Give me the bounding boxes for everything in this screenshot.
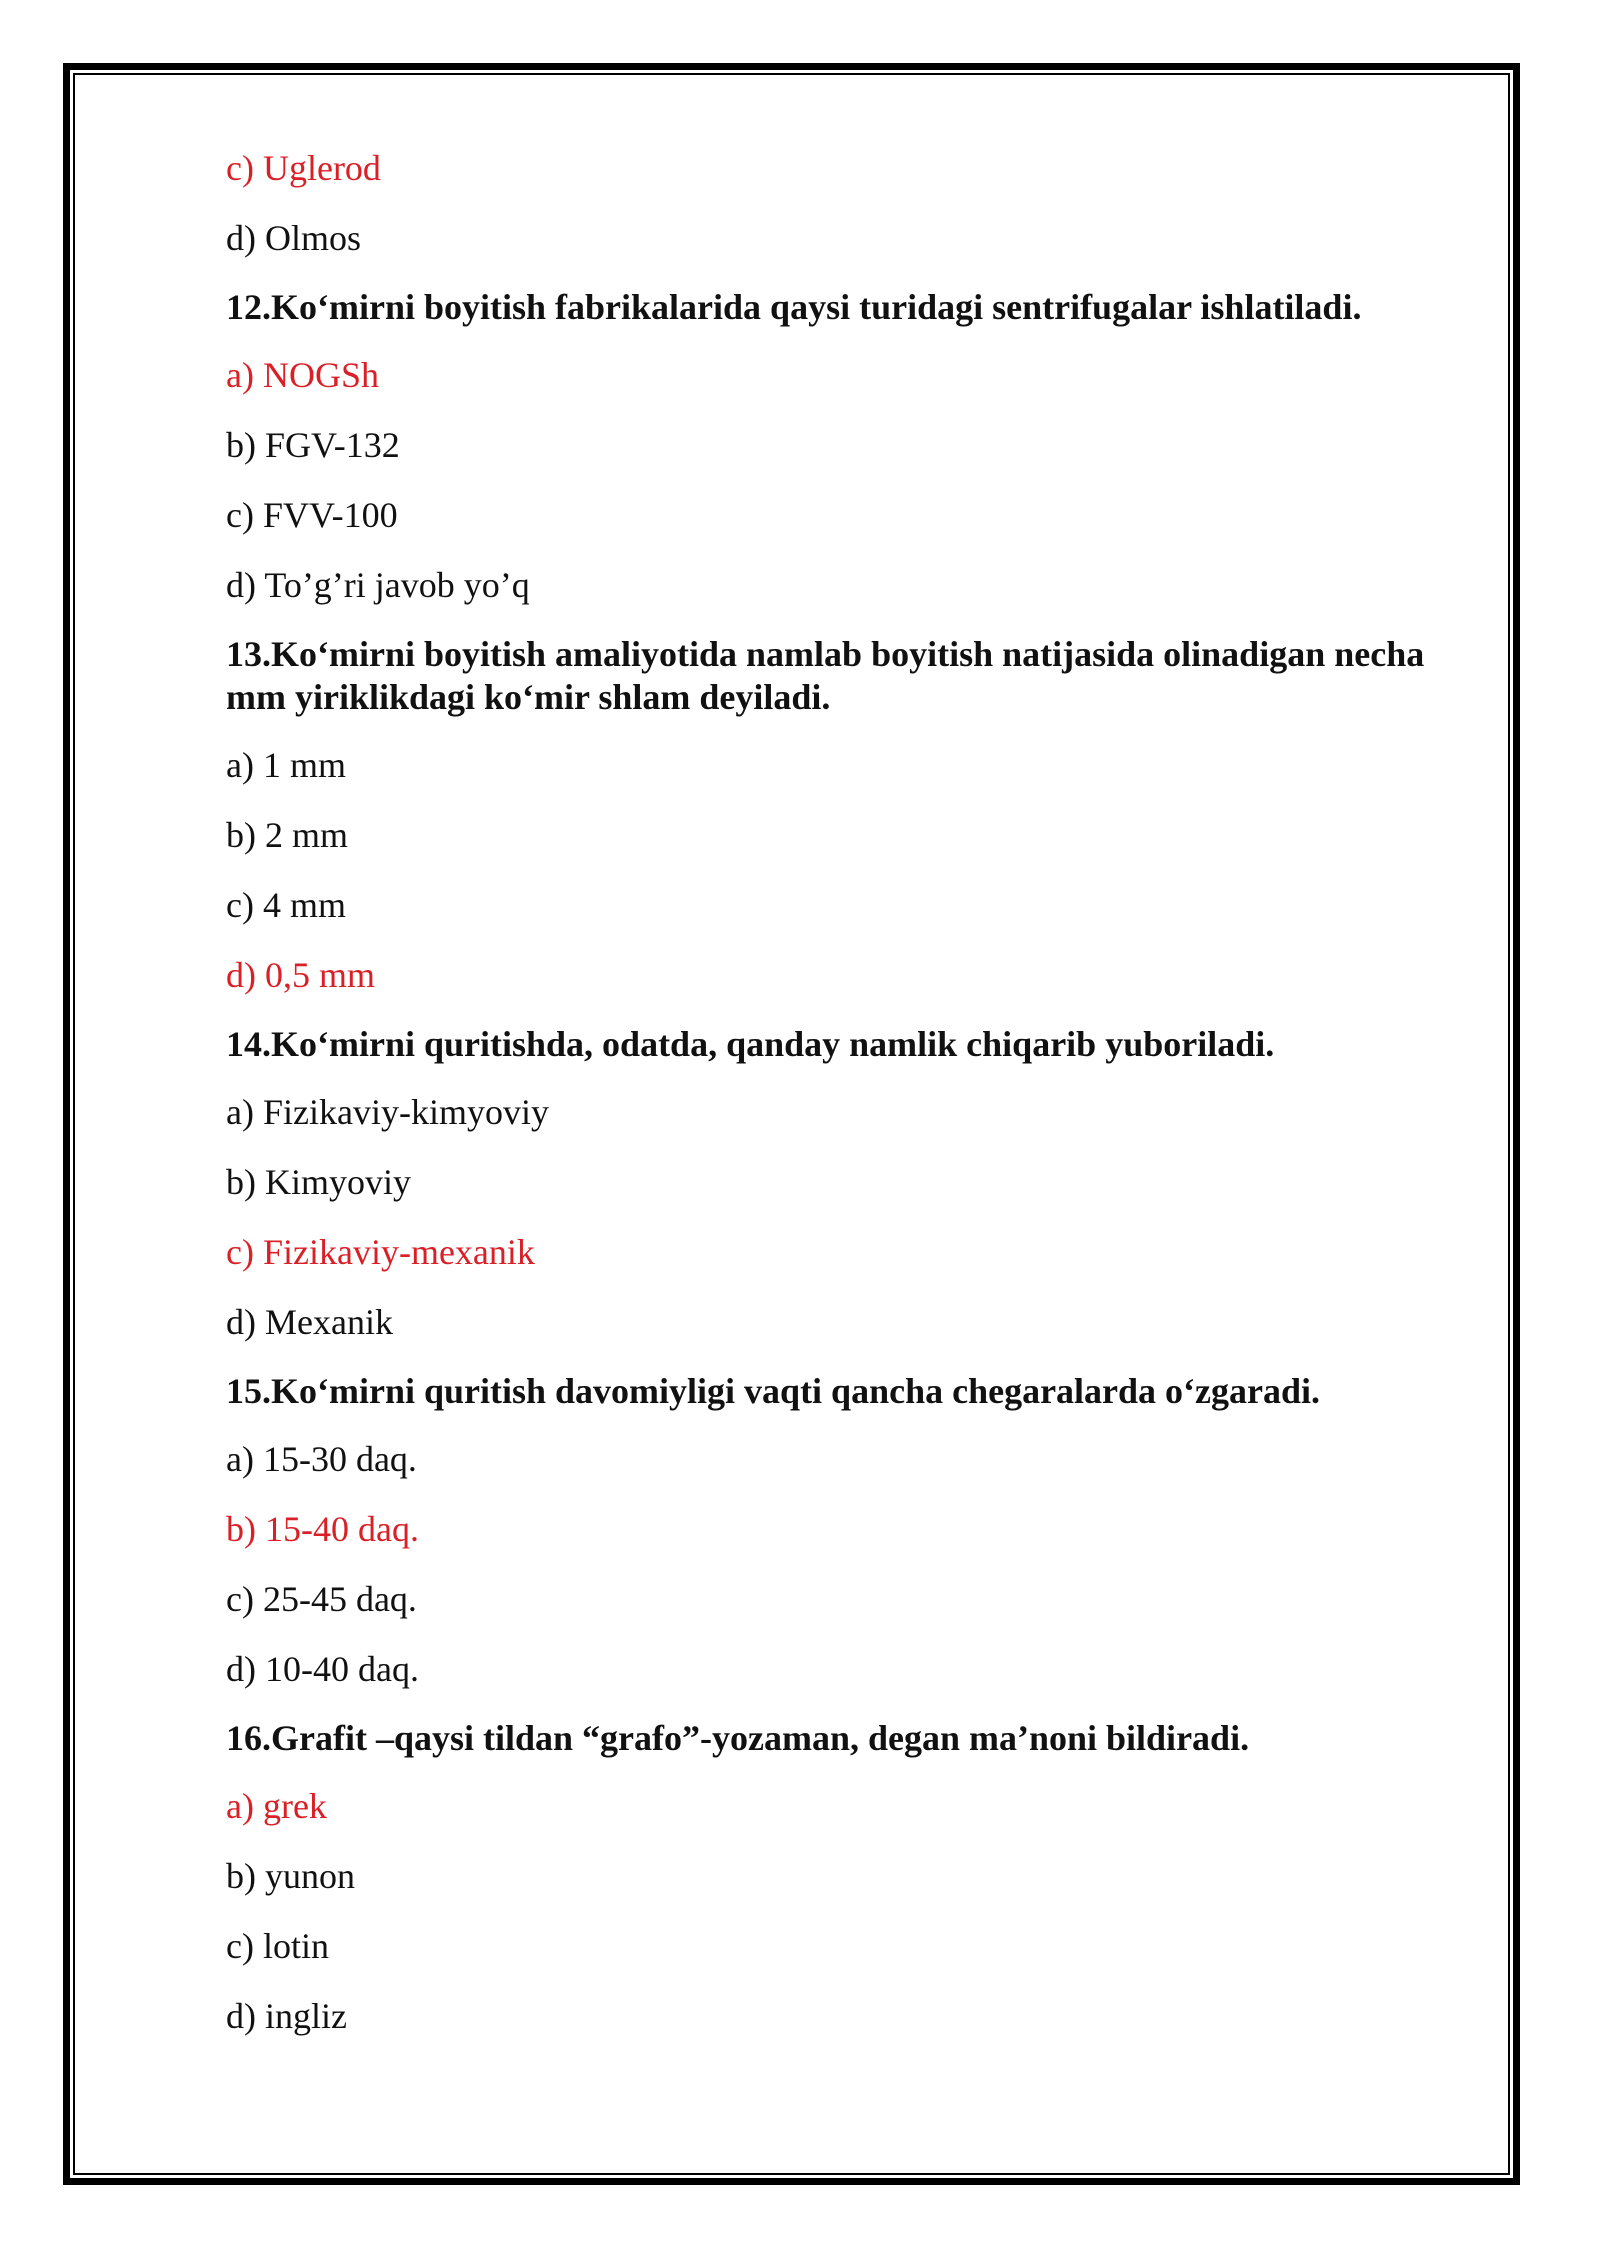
answer-option: b) FGV-132 xyxy=(226,425,400,465)
answer-option: a) 15-30 daq. xyxy=(226,1439,417,1479)
question-15: 15.Ko‘mirni quritish davomiyligi vaqti qancha chegaralarda o‘zgaradi. xyxy=(226,1371,1321,1411)
answer-option: d) 10-40 daq. xyxy=(226,1649,419,1689)
answer-option: c) Uglerod xyxy=(226,148,381,188)
answer-option: b) yunon xyxy=(226,1856,355,1896)
answer-option: d) Mexanik xyxy=(226,1302,393,1342)
answer-option: c) 4 mm xyxy=(226,885,346,925)
question-12: 12.Ko‘mirni boyitish fabrikalarida qaysi turidagi sentrifugalar ishlatiladi. xyxy=(226,287,1362,327)
answer-option: b) 15-40 daq. xyxy=(226,1509,419,1549)
answer-option: a) grek xyxy=(226,1786,327,1826)
answer-option: c) Fizikaviy-mexanik xyxy=(226,1232,535,1272)
answer-option: a) 1 mm xyxy=(226,745,346,785)
answer-option: c) 25-45 daq. xyxy=(226,1579,417,1619)
answer-option: a) NOGSh xyxy=(226,355,379,395)
answer-option: d) ingliz xyxy=(226,1996,347,2036)
answer-option: b) Kimyoviy xyxy=(226,1162,411,1202)
answer-option: b) 2 mm xyxy=(226,815,348,855)
question-14: 14.Ko‘mirni quritishda, odatda, qanday namlik chiqarib yuboriladi. xyxy=(226,1024,1275,1064)
answer-option: c) lotin xyxy=(226,1926,329,1966)
answer-option: d) Olmos xyxy=(226,218,361,258)
answer-option: d) To’g’ri javob yo’q xyxy=(226,565,530,605)
answer-option: a) Fizikaviy-kimyoviy xyxy=(226,1092,549,1132)
question-13: 13.Ko‘mirni boyitish amaliyotida namlab boyitish natijasida olinadigan necha mm yiriklikdagi ko‘mir shlam deyiladi. xyxy=(226,634,1425,717)
question-16: 16.Grafit –qaysi tildan “grafo”-yozaman, degan ma’noni bildiradi. xyxy=(226,1718,1250,1758)
answer-option: c) FVV-100 xyxy=(226,495,398,535)
document-content xyxy=(226,146,1476,2064)
answer-option: d) 0,5 mm xyxy=(226,955,375,995)
